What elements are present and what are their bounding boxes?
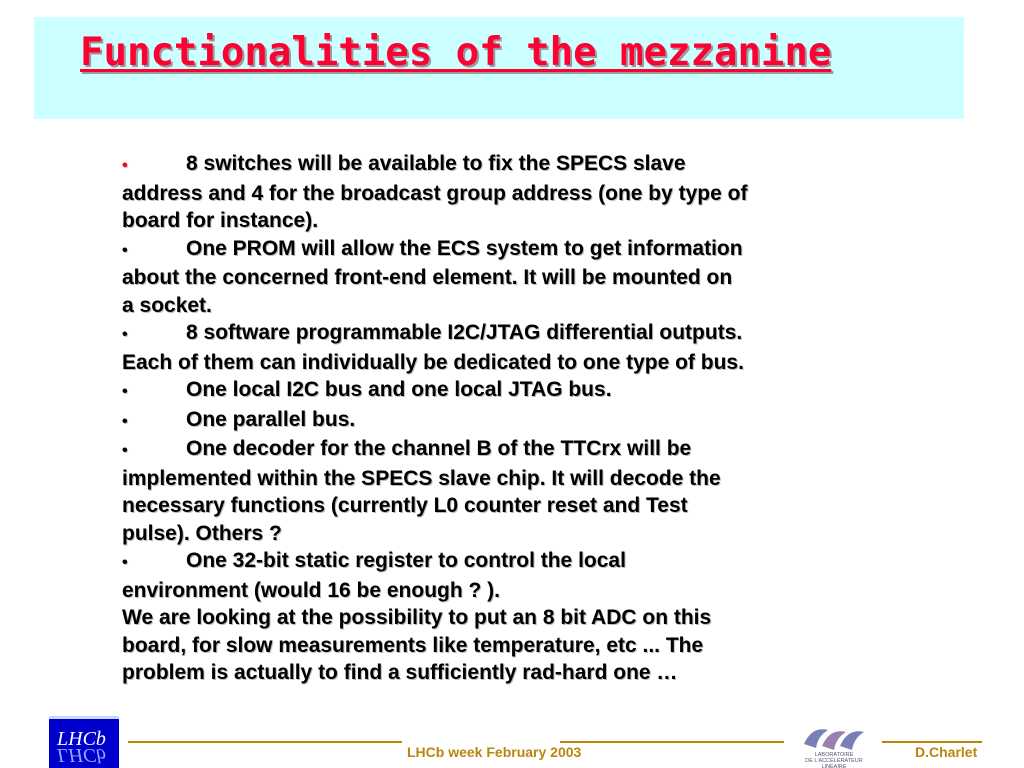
text-line: a socket. [122, 293, 212, 317]
lhcb-logo [49, 716, 119, 768]
bullet-item [122, 406, 897, 436]
bullet-item [122, 547, 897, 604]
bullet-icon: • [122, 442, 128, 459]
lal-logo-line2: DE L'ACCÉLÉRATEUR [805, 758, 863, 764]
footer-rule-left [128, 741, 402, 743]
title-banner [34, 17, 964, 119]
slide-body [122, 150, 897, 687]
bullet-item [122, 376, 897, 406]
text-line: One parallel bus. [186, 407, 356, 431]
text-line: One decoder for the channel B of the TTCrx will be [186, 437, 692, 460]
text-line: board, for slow measurements like temperature, etc ... The [122, 633, 704, 657]
text-line: 8 software programmable I2C/JTAG differential outputs. [186, 321, 743, 344]
bullet-item [122, 235, 897, 320]
text-line: One local I2C bus and one local JTAG bus. [186, 378, 612, 401]
bullet-icon: • [122, 157, 128, 174]
text-line: 8 switches will be available to fix the SPECS slave [186, 152, 686, 175]
lal-logo-line3: LINÉAIRE [821, 764, 847, 768]
slide-title: Functionalities of the mezzanine [80, 30, 832, 75]
text-line: We are looking at the possibility to put an 8 bit ADC on this [122, 606, 712, 629]
bullet-icon: • [122, 383, 128, 400]
lhcb-logo-mirror-text: LHCb [57, 744, 106, 766]
footer-event-label: LHCb week February 2003 [407, 744, 582, 760]
text-line: problem is actually to find a sufficiently rad-hard one … [122, 661, 678, 684]
text-line: address and 4 for the broadcast group address (one by type of [122, 181, 748, 205]
bullet-item [122, 435, 897, 547]
text-line: environment (would 16 be enough ? ). [122, 578, 501, 602]
text-line: about the concerned front-end element. It will be mounted on [122, 266, 733, 289]
text-line: Each of them can individually be dedicated to one type of bus. [122, 350, 744, 374]
text-line: board for instance). [122, 209, 319, 232]
footer-rule-right [882, 741, 982, 743]
bullet-icon: • [122, 412, 128, 430]
footer-rule-middle [560, 741, 784, 743]
closing-paragraph [122, 604, 897, 687]
text-line: One PROM will allow the ECS system to get information [186, 236, 743, 260]
lal-logo-line1: LABORATOIRE [814, 752, 854, 758]
text-line: pulse). Others ? [122, 521, 282, 545]
bullet-item [122, 150, 897, 235]
text-line: implemented within the SPECS slave chip. It will decode the [122, 466, 721, 490]
bullet-icon: • [122, 241, 128, 259]
bullet-item [122, 319, 897, 376]
footer-author: D.Charlet [915, 744, 978, 760]
bullet-icon: • [122, 554, 128, 571]
text-line: One 32-bit static register to control the local [186, 549, 626, 572]
lal-logo [794, 722, 874, 768]
bullet-icon: • [122, 326, 128, 343]
text-line: necessary functions (currently L0 counter reset and Test [122, 494, 688, 517]
lhcb-logo-text: LHCb [57, 728, 106, 750]
